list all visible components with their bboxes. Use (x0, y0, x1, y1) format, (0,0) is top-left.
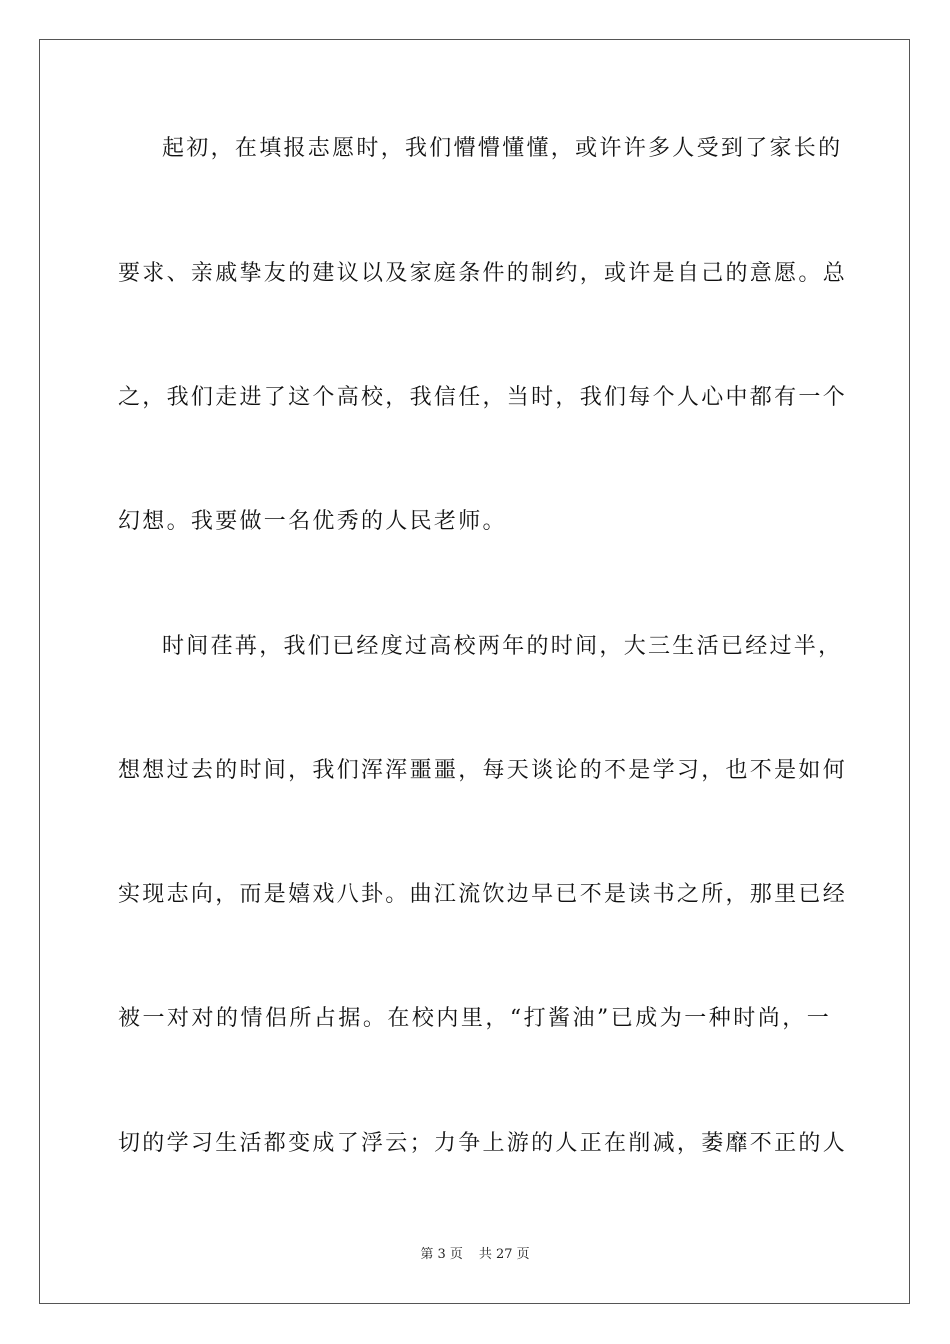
paragraph-2-line-4: 被一对对的情侣所占据。在校内里，“打酱油”已成为一种时尚，一 (118, 1006, 831, 1031)
paragraph-1-line-2: 要求、亲戚挚友的建议以及家庭条件的制约，或许是自己的意愿。总 (118, 261, 848, 286)
paragraph-2-line-1: 时间荏苒，我们已经度过高校两年的时间，大三生活已经过半， (162, 634, 843, 659)
page-number: 第 3 页 (420, 1247, 463, 1262)
paragraph-2-line-5: 切的学习生活都变成了浮云；力争上游的人正在削减，萎靡不正的人 (118, 1131, 848, 1156)
paragraph-1-line-3: 之，我们走进了这个高校，我信任，当时，我们每个人心中都有一个 (118, 385, 848, 410)
paragraph-1-line-4: 幻想。我要做一名优秀的人民老师。 (118, 509, 507, 534)
paragraph-1-line-1: 起初，在填报志愿时，我们懵懵懂懂，或许许多人受到了家长的 (162, 136, 843, 161)
page-footer (0, 1246, 950, 1264)
page-border (39, 39, 910, 1304)
paragraph-2-line-3: 实现志向，而是嬉戏八卦。曲江流饮边早已不是读书之所，那里已经 (118, 882, 848, 907)
total-pages: 共 27 页 (478, 1247, 530, 1262)
paragraph-2-line-2: 想想过去的时间，我们浑浑噩噩，每天谈论的不是学习，也不是如何 (118, 758, 848, 783)
